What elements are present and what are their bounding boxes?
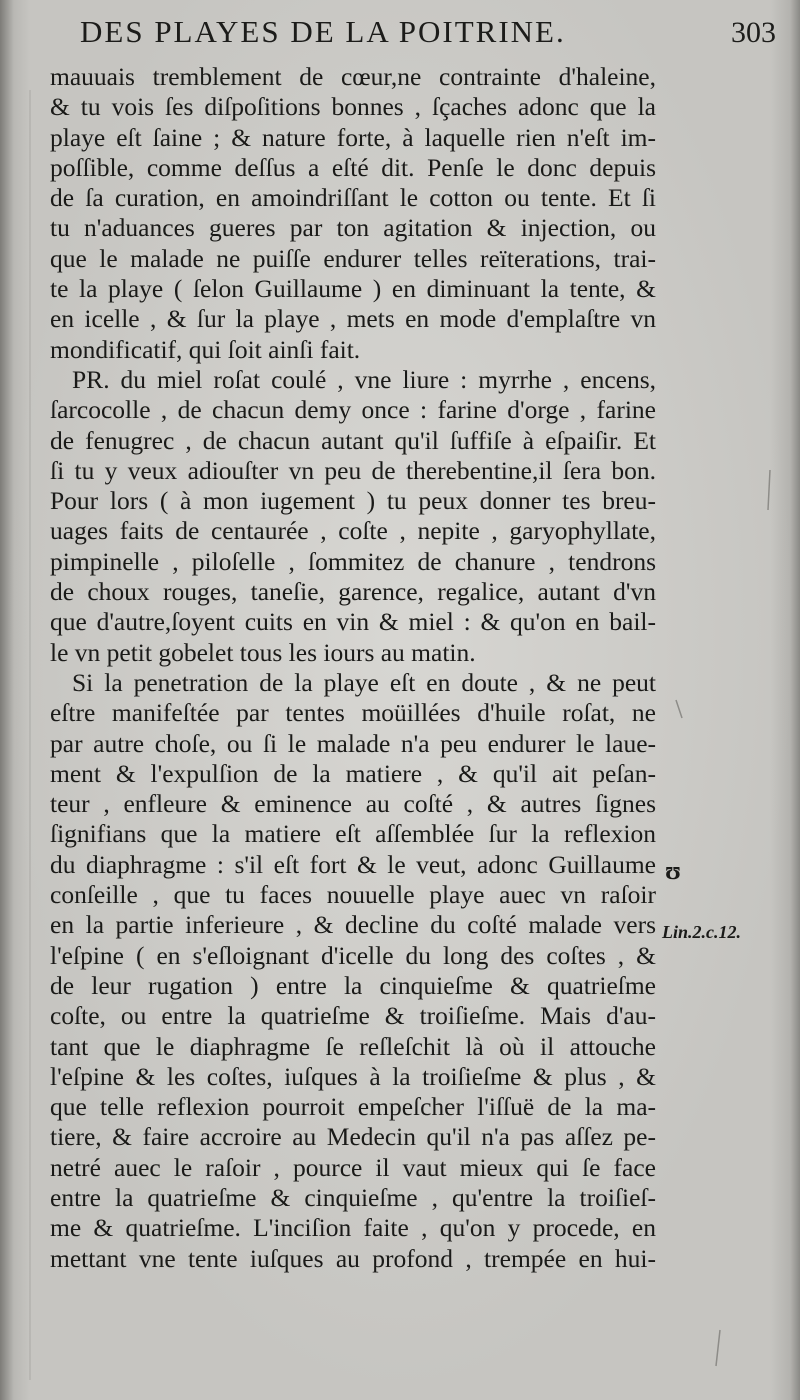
text-line: ſi tu y veux adiouſter vn peu de therebentine,il ſera bon. [50,455,656,485]
text-line: l'eſpine & les coſtes, iuſques à la troiſieſme & plus , & [50,1061,656,1091]
text-line: uages faits de centaurée , coſte , nepite , garyophyllate, [50,516,656,546]
text-line: playe eſt ſaine ; & nature forte, à laquelle rien n'eſt im- [50,122,656,152]
text-line: me & quatrieſme. L'inciſion faite , qu'on y procede, en [50,1213,656,1243]
text-line: que d'autre,ſoyent cuits en vin & miel : & qu'on en bail- [50,607,656,637]
paragraph-start-line: PR. du miel roſat coulé , vne liure : myrrhe , encens, [72,364,656,394]
page-header [80,14,780,66]
text-line: coſte, ou entre la quatrieſme & troiſieſme. Mais d'au- [50,1001,656,1031]
margin-reference: Lin.2.c.12. [662,922,741,942]
text-line: entre la quatrieſme & cinquieſme , qu'entre la troiſieſ- [50,1182,656,1212]
text-line: de leur rugation ) entre la cinquieſme & quatrieſme [50,970,656,1000]
text-line: tu n'aduances gueres par ton agitation & injection, ou [50,213,656,243]
text-line: que le malade ne puiſſe endurer telles reïterations, trai- [50,243,656,273]
text-line: ment & l'expulſion de la matiere , & qu'il ait peſan- [50,758,656,788]
text-line: ſarcocolle , de chacun demy once : farine d'orge , farine [50,395,656,425]
text-line: Pour lors ( à mon iugement ) tu peux donner tes breu- [50,486,656,516]
text-line: le vn petit gobelet tous les iours au matin. [50,637,476,667]
page-number: 303 [731,16,776,49]
text-line: tant que le diaphragme ſe reſleſchit là où il attouche [50,1031,656,1061]
text-line: teur , enfleure & eminence au coſté , & autres ſignes [50,789,656,819]
running-title: DES PLAYES DE LA POITRINE. [80,14,566,49]
text-line: ſignifians que la matiere eſt aſſemblée ſur la reflexion [50,819,656,849]
text-line: du diaphragme : s'il eſt fort & le veut, adonc Guillaume [50,849,656,879]
text-line: en la partie inferieure , & decline du coſté malade vers [50,910,656,940]
text-line: mettant vne tente iuſques au profond , trempée en hui- [50,1243,656,1273]
text-line: que telle reflexion pourroit empeſcher l'iſſuë de la ma- [50,1092,656,1122]
text-line: de fenugrec , de chacun autant qu'il ſuffiſe à eſpaiſir. Et [50,425,656,455]
text-line: & tu vois ſes diſpoſitions bonnes , ſçaches adonc que la [50,92,656,122]
text-line: de ſa curation, en amoindriſſant le cotton ou tente. Et ſi [50,183,656,213]
text-line: en icelle , & ſur la playe , mets en mode d'emplaſtre vn [50,304,656,334]
text-line: conſeille , que tu faces nouuelle playe auec vn raſoir [50,880,656,910]
text-line: poſſible, comme deſſus a eſté dit. Penſe le donc depuis [50,152,656,182]
text-line: mauuais tremblement de cœur,ne contrainte d'haleine, [50,62,656,91]
text-line: par autre choſe, ou ſi le malade n'a peu endurer le laue- [50,728,656,758]
margin-symbol: ʊ [665,856,682,885]
text-line: tiere, & faire accroire au Medecin qu'il n'a pas aſſez pe- [50,1122,656,1152]
text-line: eſtre manifeſtée par tentes moüillées d'huile roſat, ne [50,698,656,728]
text-line: de choux rouges, taneſie, garence, regalice, autant d'vn [50,577,656,607]
text-line: te la playe ( ſelon Guillaume ) en diminuant la tente, & [50,274,656,304]
text-line: netré auec le raſoir , pource il vaut mieux qui ſe face [50,1152,656,1182]
paragraph-start-line: Si la penetration de la playe eſt en doute , & ne peut [72,667,656,697]
text-line: mondificatif, qui ſoit ainſi fait. [50,334,361,364]
text-line: l'eſpine ( en s'eſloignant d'icelle du long des coſtes , & [50,940,656,970]
body-text [50,62,656,1274]
text-line: pimpinelle , piloſelle , ſommitez de chanure , tendrons [50,546,656,576]
